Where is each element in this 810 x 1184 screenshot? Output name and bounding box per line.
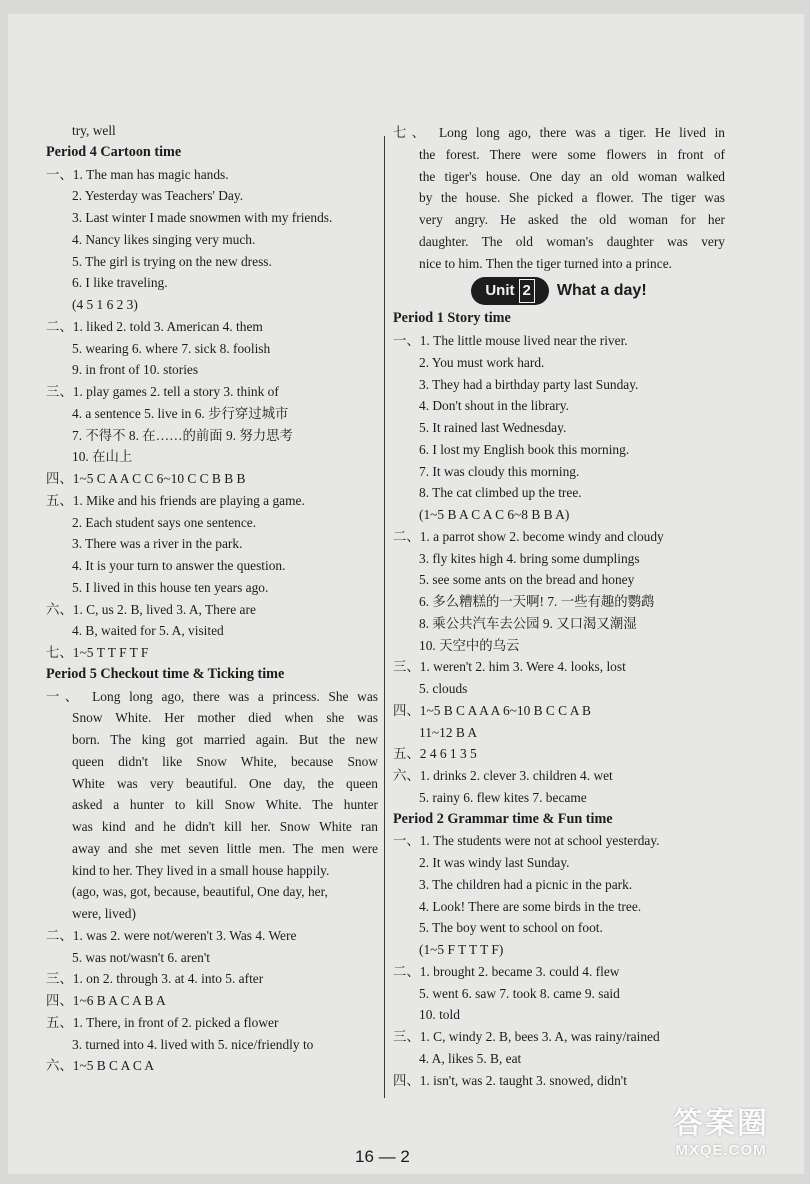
passage-line: asked a hunter to kill Snow White. The hunter (72, 797, 378, 813)
answer-line: 六、1. C, us 2. B, lived 3. A, There are (46, 601, 256, 617)
answer-line: 二、1. liked 2. told 3. American 4. them (46, 318, 263, 334)
page-number: 16 — 2 (355, 1147, 410, 1166)
answer-line: try, well (72, 123, 116, 138)
answer-line: 五、2 4 6 1 3 5 (393, 746, 477, 762)
answer-line: 7. 不得不 8. 在……的前面 9. 努力思考 (72, 427, 293, 443)
answer-line: 5. wearing 6. where 7. sick 8. foolish (72, 340, 271, 356)
answer-line: 8. The cat climbed up the tree. (419, 485, 582, 501)
answer-line: 4. It is your turn to answer the question. (72, 558, 286, 573)
answer-line: 5. rainy 6. flew kites 7. became (419, 789, 587, 805)
snow-white-passage (46, 686, 378, 882)
answer-line: 4. A, likes 5. B, eat (419, 1050, 522, 1066)
answer-line: 6. 多么糟糕的一天啊! 7. 一些有趣的鹦鹉 (419, 594, 655, 609)
answer-line: 7. It was cloudy this morning. (419, 463, 580, 479)
answer-line: (4 5 1 6 2 3) (72, 297, 138, 312)
answer-line: 3. fly kites high 4. bring some dumplings (419, 550, 640, 566)
answer-line: 四、1~5 B C A A A 6~10 B C C A B (393, 702, 591, 718)
answer-line: 3. They had a birthday party last Sunday. (419, 376, 639, 392)
answer-line: 一、1. The students were not at school yesterday. (393, 833, 660, 849)
answer-line: 4. Nancy likes singing very much. (72, 231, 256, 247)
answer-line: 六、1. drinks 2. clever 3. children 4. wet (393, 768, 613, 783)
period-heading: Period 2 Grammar time & Fun time (393, 810, 613, 827)
left-column (46, 120, 378, 1077)
unit-number: 2 (519, 279, 535, 303)
unit-banner (393, 276, 725, 306)
passage-line: away and she met seven little men. The men were (72, 840, 378, 856)
answer-line: 5. The boy went to school on foot. (419, 920, 603, 936)
answer-line: 3. The children had a picnic in the park. (419, 876, 633, 892)
passage-line: nice to him. Then the tiger turned into a prince. (419, 255, 672, 271)
answer-line: 9. in front of 10. stories (72, 362, 199, 378)
answer-line: 3. There was a river in the park. (72, 536, 243, 552)
watermark-logo (662, 1098, 780, 1160)
answer-line: 三、1. weren't 2. him 3. Were 4. looks, lost (393, 659, 626, 675)
answer-line: 2. It was windy last Sunday. (419, 855, 570, 870)
answer-line: 四、1~5 C A A C C 6~10 C C B B B (46, 471, 246, 486)
unit-label: Unit (485, 282, 515, 300)
answer-line: (1~5 B A C A C 6~8 B B A) (419, 507, 570, 522)
answer-line: 七、1~5 T T F T F (46, 645, 149, 660)
answer-line: 六、1~5 B C A C A (46, 1058, 155, 1074)
passage-line: queen didn't like Snow White, because Snow (72, 753, 378, 769)
column-divider (384, 136, 385, 1098)
answer-line: 一、1. The little mouse lived near the river. (393, 333, 628, 348)
passage-line: kind to her. They lived in a small house happily. (72, 862, 330, 878)
answer-line: 10. 天空中的乌云 (419, 637, 520, 653)
period-heading: Period 4 Cartoon time (46, 143, 182, 160)
answer-line: 五、1. Mike and his friends are playing a game. (46, 492, 305, 508)
answer-line: 4. a sentence 5. live in 6. 步行穿过城市 (72, 405, 289, 421)
passage-line: White was very beautiful. One day, the queen (72, 775, 378, 791)
passage-line: by the house. She picked a flower. The tiger was (419, 190, 725, 206)
answer-line: 二、1. a parrot show 2. become windy and cloudy (393, 528, 664, 544)
answer-line: 2. Each student says one sentence. (72, 514, 257, 530)
watermark-sub: MXQE.COM (675, 1142, 767, 1159)
answer-line: 三、1. on 2. through 3. at 4. into 5. after (46, 971, 264, 987)
answer-line: 四、1. isn't, was 2. taught 3. snowed, didn't (393, 1072, 627, 1088)
passage-line: born. The king got married again. But the new (72, 732, 378, 747)
passage-line: daughter. The old woman's daughter was very (419, 233, 725, 249)
answer-line: 二、1. was 2. were not/weren't 3. Was 4. Were (46, 927, 297, 943)
passage-line: Snow White. Her mother died when she was (72, 710, 378, 726)
passage-line: 七、 Long long ago, there was a tiger. He lived in (393, 125, 725, 140)
unit-badge (471, 277, 549, 305)
passage-line: 一、 Long long ago, there was a princess. She was (46, 688, 378, 704)
answer-line: 三、1. C, windy 2. B, bees 3. A, was rainy/rained (393, 1029, 660, 1044)
answer-line: 6. I like traveling. (72, 275, 168, 291)
answer-line: (1~5 F T T T F) (419, 942, 504, 957)
answer-line: 四、1~6 B A C A B A (46, 993, 166, 1008)
passage-line: was kind and he didn't kill her. Snow White ran (72, 819, 378, 834)
answer-line: (ago, was, got, because, beautiful, One day, her, (72, 884, 328, 900)
answer-line: 4. Don't shout in the library. (419, 398, 569, 414)
unit-title: What a day! (556, 282, 647, 300)
answer-line: 3. turned into 4. lived with 5. nice/friendly to (72, 1036, 314, 1052)
answer-line: 4. Look! There are some birds in the tree. (419, 898, 642, 914)
period-heading: Period 5 Checkout time & Ticking time (46, 665, 285, 682)
passage-line: the tiger's house. One day an old woman walked (419, 168, 725, 184)
period-heading: Period 1 Story time (393, 310, 511, 327)
answer-line: 4. B, waited for 5. A, visited (72, 623, 224, 639)
answer-line: 10. 在山上 (72, 449, 133, 465)
answer-line: 6. I lost my English book this morning. (419, 441, 630, 457)
answer-line: 一、1. The man has magic hands. (46, 166, 229, 182)
answer-line: 5. I lived in this house ten years ago. (72, 579, 269, 595)
answer-line: 11~12 B A (419, 724, 478, 740)
watermark-main: 答案圈 (673, 1107, 769, 1140)
passage-line: very angry. He asked the old woman for her (419, 212, 725, 227)
answer-line: 2. Yesterday was Teachers' Day. (72, 188, 244, 204)
answer-line: 五、1. There, in front of 2. picked a flower (46, 1014, 279, 1030)
answer-line: 三、1. play games 2. tell a story 3. think of (46, 384, 279, 399)
passage-line: the forest. There were some flowers in front of (419, 146, 725, 162)
answer-line: 10. told (419, 1007, 460, 1023)
right-column (393, 122, 725, 1091)
answer-line: 5. The girl is trying on the new dress. (72, 253, 272, 269)
answer-line: 5. was not/wasn't 6. aren't (72, 949, 210, 965)
answer-line: 2. You must work hard. (419, 354, 545, 370)
answer-line: 二、1. brought 2. became 3. could 4. flew (393, 963, 620, 979)
answer-line: were, lived) (72, 906, 136, 921)
answer-line: 3. Last winter I made snowmen with my friends. (72, 210, 333, 225)
answer-page (8, 14, 804, 1174)
tiger-passage (393, 122, 725, 274)
answer-line: 5. clouds (419, 681, 468, 696)
answer-line: 5. see some ants on the bread and honey (419, 572, 635, 588)
answer-line: 5. went 6. saw 7. took 8. came 9. said (419, 985, 620, 1001)
answer-line: 8. 乘公共汽车去公园 9. 又口渴又潮湿 (419, 615, 637, 631)
answer-line: 5. It rained last Wednesday. (419, 420, 567, 435)
